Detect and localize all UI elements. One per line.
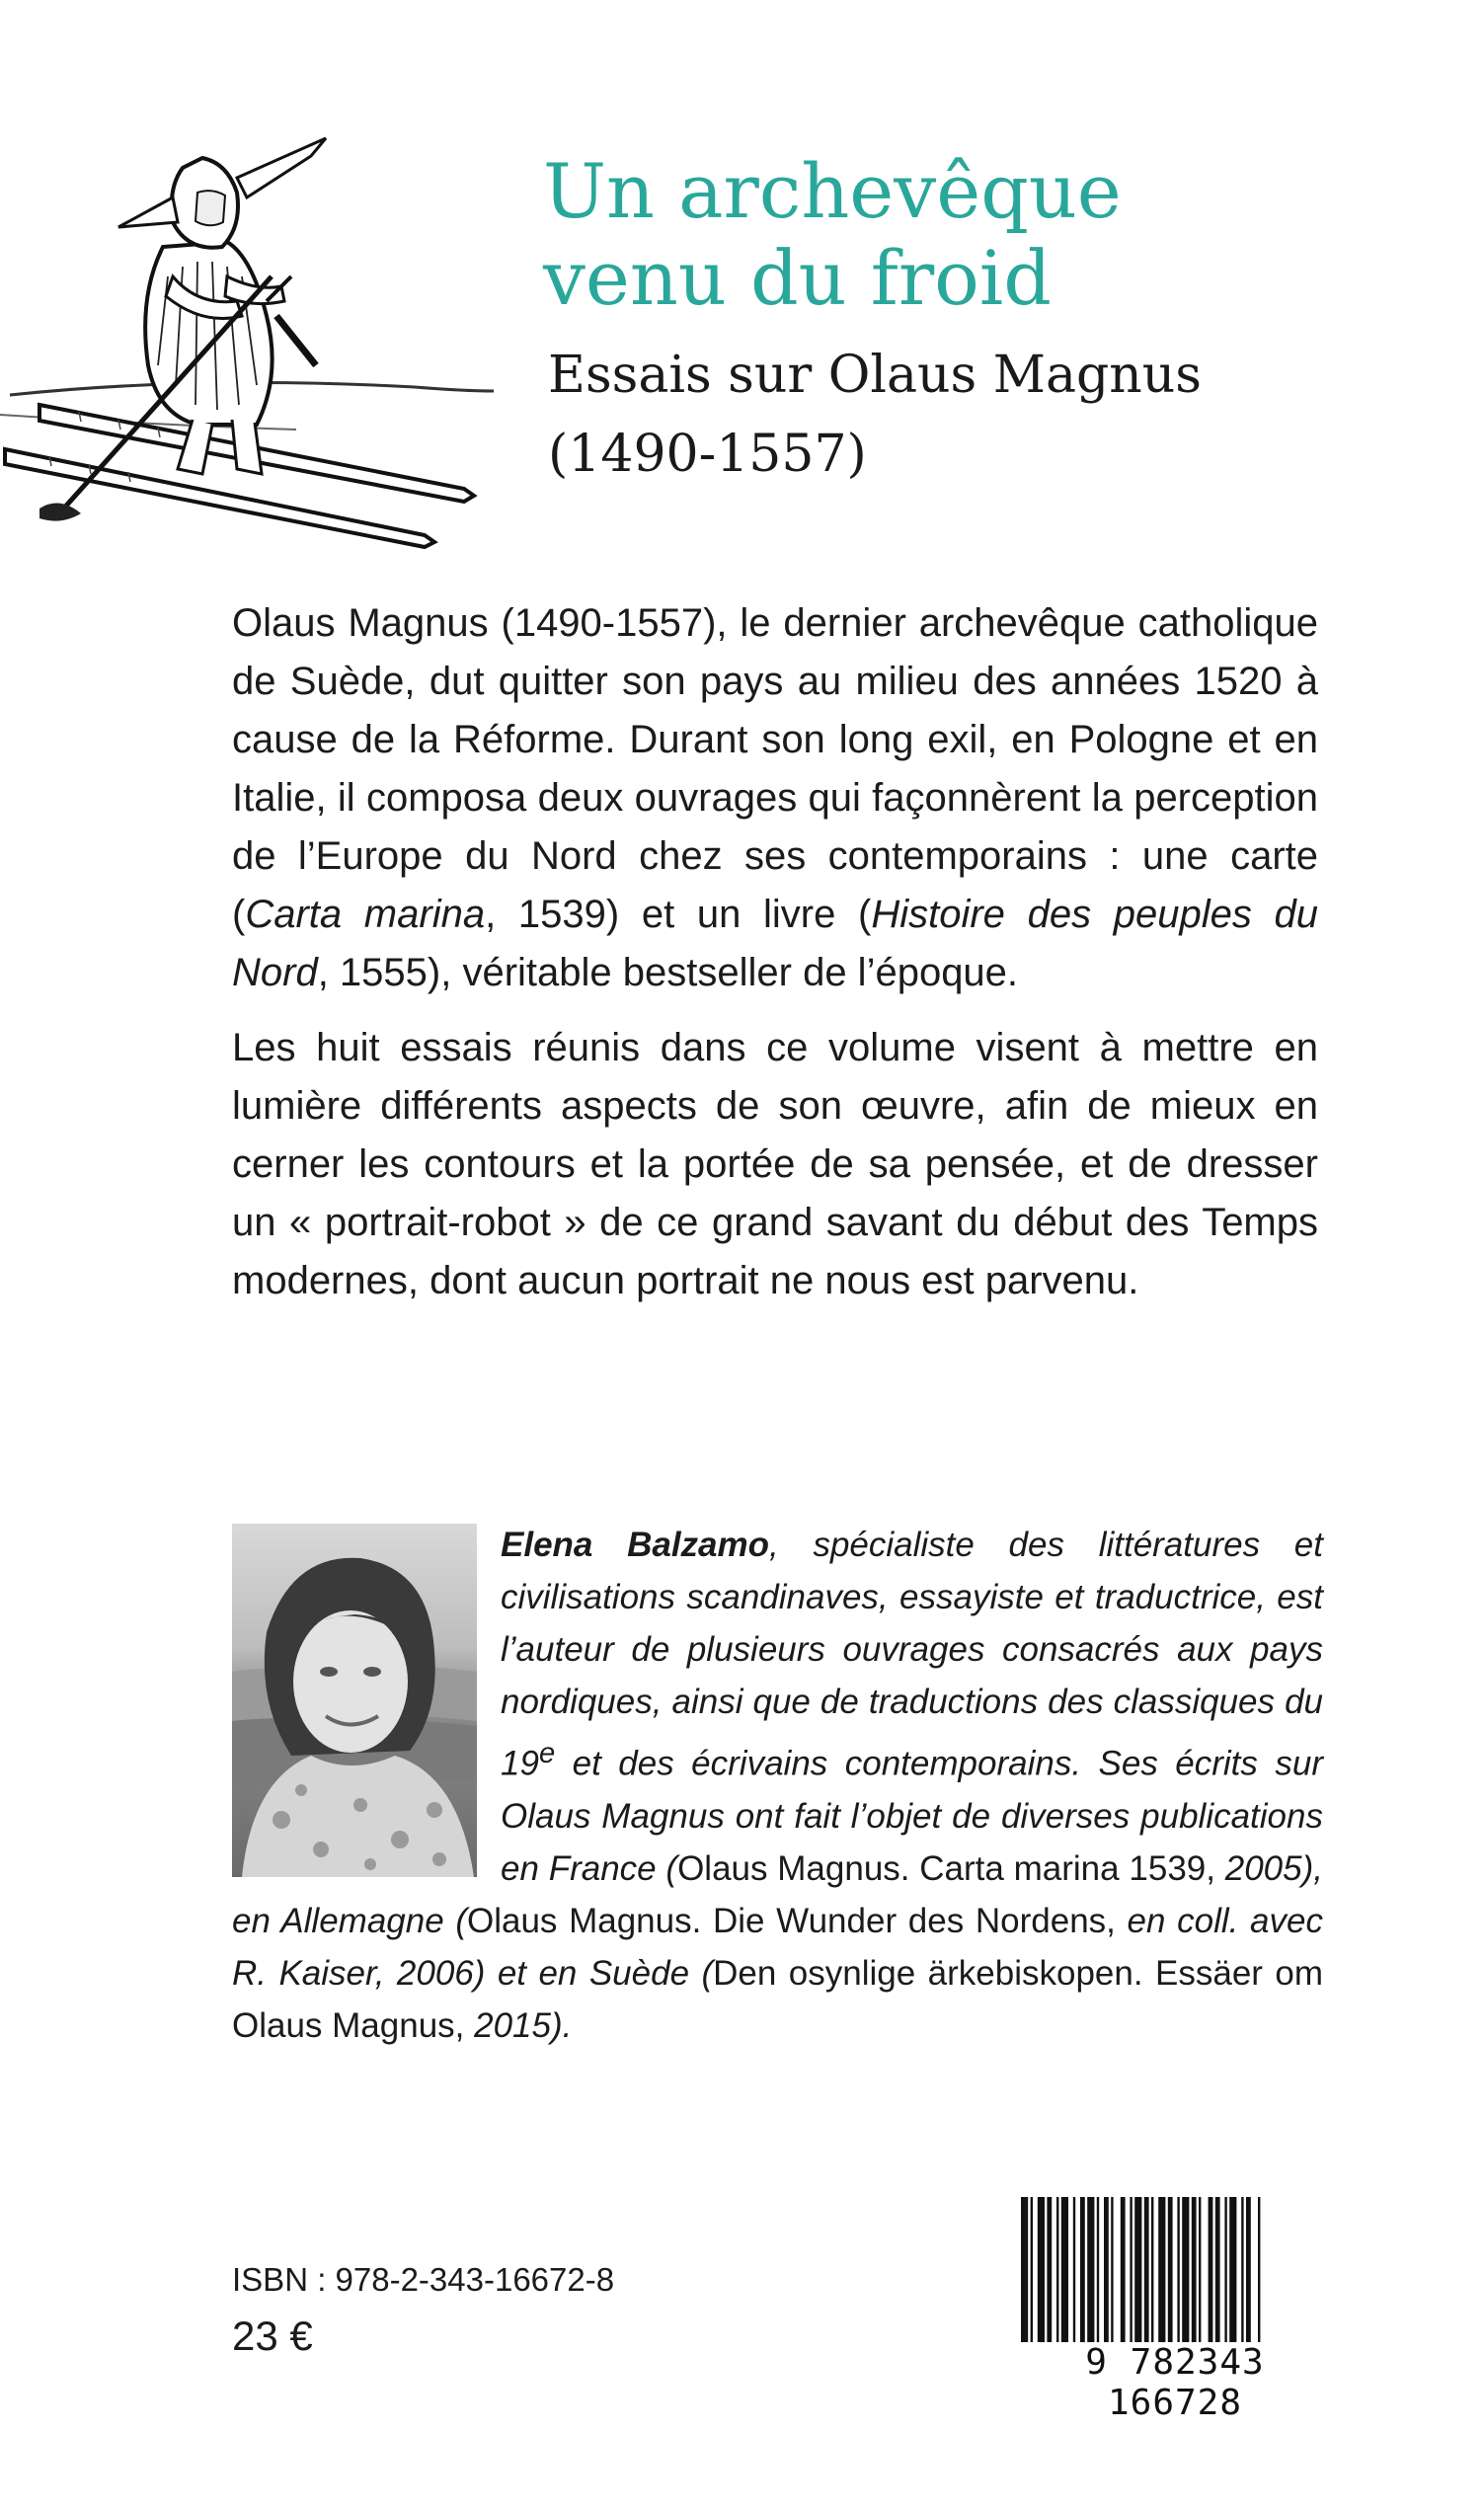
author-biography: Elena Balzamo, spécialiste des littératures et civilisations scandinaves, essayiste et traductrice, est l’auteur de plusieurs ouvrages consacrés aux pays nordiques, ainsi que de traductions des classiques du 19e et des écrivains contemporains. Ses écrits sur Olaus Magnus ont fait l’objet de diverses publications en France (Olaus Magnus. Carta marina 1539, 2005), en Allemagne (Olaus Magnus. Die Wunder des Nordens, en coll. avec R. Kaiser, 2006) et en Suède (Den osynlige ärkebiskopen. Essäer om Olaus Magnus, 2015). [232, 1519, 1323, 2052]
barcode-bar [1111, 2197, 1113, 2345]
barcode-bar [1134, 2197, 1141, 2345]
work-title-1: Olaus Magnus. Carta marina 1539, [677, 1848, 1215, 1888]
barcode-bar [1241, 2197, 1243, 2345]
price-text: 23 € [232, 2313, 313, 2359]
title-line-2: venu du froid [543, 234, 1052, 322]
barcode-bar [1073, 2197, 1075, 2345]
barcode-bar [1151, 2197, 1153, 2345]
isbn-text: ISBN : 978-2-343-16672-8 [232, 2261, 615, 2298]
barcode-bar [1104, 2197, 1109, 2345]
barcode-bar [1229, 2197, 1236, 2345]
blurb-paragraph-1: Olaus Magnus (1490-1557), le dernier archevêque catholique de Suède, dut quitter son pays au milieu des années 1520 à cause de la Réforme. Durant son long exil, en Pologne et en Italie, il composa deux ouvrages qui façonnèrent la perception de l’Europe du Nord chez ses contemporains : une carte (Carta marina, 1539) et un livre (Histoire des peuples du Nord, 1555), véritable bestseller de l’époque. [232, 601, 1319, 994]
book-title [543, 148, 1432, 322]
barcode-bar [1258, 2197, 1260, 2345]
work-title-2: Olaus Magnus. Die Wunder des Nordens, [467, 1901, 1116, 1940]
barcode-bar [1168, 2197, 1173, 2345]
barcode-bar [1192, 2197, 1197, 2345]
barcode-bar [1061, 2197, 1068, 2345]
subtitle-line-2: (1490-1557) [548, 425, 867, 484]
barcode-bar [1121, 2197, 1126, 2345]
barcode-bar [1144, 2197, 1149, 2345]
barcode-bar [1177, 2197, 1179, 2345]
title-line-1: Un archevêque [543, 147, 1122, 235]
blurb-paragraph-2: Les huit essais réunis dans ce volume visent à mettre en lumière différents aspects de son œuvre, afin de mieux en cerner les contours et la portée de sa pensée, et de dresser un « portrait-robot » de ce grand savant du début des Temps modernes, dont aucun portrait ne nous est parvenu. [232, 1026, 1318, 1302]
author-name: Elena Balzamo [501, 1526, 770, 1564]
barcode-bar [1215, 2197, 1220, 2345]
barcode-bar [1031, 2197, 1033, 2345]
book-subtitle [548, 336, 1437, 494]
barcode-bar [1199, 2197, 1201, 2345]
barcode-bar [1182, 2197, 1189, 2345]
barcode-bar [1080, 2197, 1085, 2345]
book-blurb [232, 594, 1318, 1327]
barcode-bar [1246, 2197, 1251, 2345]
barcode-bar [1056, 2197, 1058, 2345]
work-title-3: Den osynlige ärkebiskopen. Essäer om Olaus Magnus, [232, 1953, 1324, 2045]
barcode-bar [1224, 2197, 1226, 2345]
skier-woodcut-illustration [0, 128, 494, 553]
barcode-bar [1158, 2197, 1165, 2345]
barcode-bar [1047, 2197, 1052, 2345]
barcode-bar [1097, 2197, 1099, 2345]
barcode-bar [1087, 2197, 1094, 2345]
barcode-bar [1209, 2197, 1213, 2345]
barcode-bar [1130, 2197, 1132, 2345]
photo-spacer [232, 1519, 501, 1879]
barcode-bar [1021, 2197, 1028, 2345]
subtitle-line-1: Essais sur Olaus Magnus [548, 346, 1202, 405]
barcode-digits: 9 782343 166728 [1017, 2342, 1333, 2423]
barcode-bar [1038, 2197, 1045, 2345]
